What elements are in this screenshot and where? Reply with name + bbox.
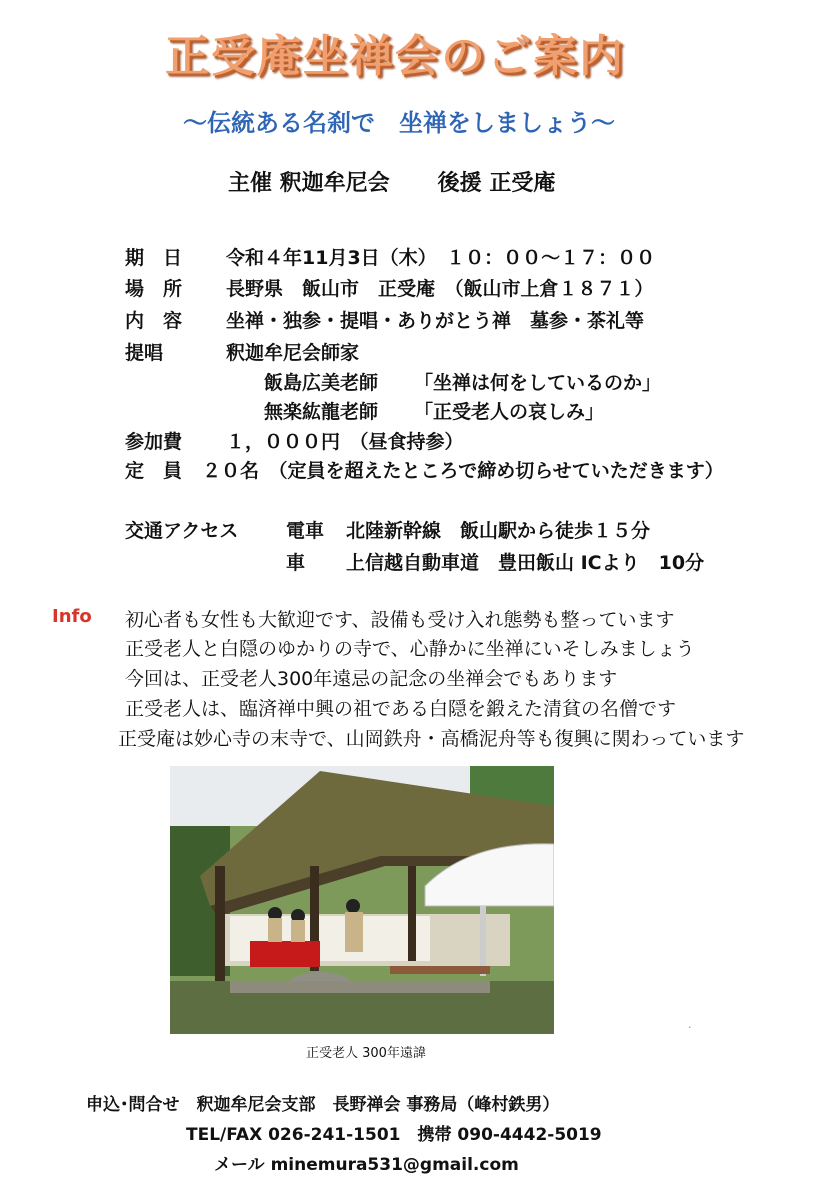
train-value: 北陸新幹線 飯山駅から徒歩１５分 [346, 520, 651, 542]
photo-mark: . [688, 1018, 692, 1031]
contact-line-2: TEL/FAX 026-241-1501 携帯 090-4442-5019 [186, 1125, 602, 1145]
organizer: 主催 釈迦牟尼会 [228, 171, 390, 196]
teacher-topic: 「坐禅は何をしているのか」 [414, 372, 662, 394]
info-tag: Info [52, 606, 92, 627]
content-value: 坐禅・独参・提唱・ありがとう禅 墓参・茶礼等 [226, 310, 645, 332]
teacher-topic: 「正受老人の哀しみ」 [414, 401, 605, 423]
temple-illustration [170, 766, 554, 1034]
organizer-line [228, 166, 555, 197]
info-line: 今回は、正受老人300年遠忌の記念の坐禅会でもあります [125, 668, 618, 690]
info-line: 正受庵は妙心寺の末寺で、山岡鉄舟・高橋泥舟等も復興に関わっています [118, 728, 745, 750]
fee-label: 参加費 [125, 431, 183, 453]
contact-line-1: 申込･問合せ 釈迦牟尼会支部 長野禅会 事務局（峰村鉄男） [86, 1095, 560, 1115]
teisho-value: 釈迦牟尼会師家 [226, 342, 360, 364]
contact-line-3: メール minemura531@gmail.com [214, 1155, 519, 1175]
temple-photo [170, 766, 554, 1034]
place-label: 場 所 [125, 278, 183, 300]
access-label: 交通アクセス [125, 520, 239, 542]
page-title: 正受庵坐禅会のご案内 [165, 31, 625, 82]
train-label: 電車 [286, 520, 325, 542]
capacity-label: 定 員 [125, 460, 183, 482]
capacity-value: ２０名 （定員を超えたところで締め切らせていただきます） [202, 460, 724, 482]
date-label: 期 日 [125, 247, 183, 269]
place-value: 長野県 飯山市 正受庵 （飯山市上倉１８７１） [226, 278, 654, 300]
fee-value: １，０００円 （昼食持参） [226, 431, 464, 453]
page-subtitle: ～伝統ある名刹で 坐禅をしましょう～ [183, 108, 615, 137]
teisho-label: 提唱 [125, 342, 164, 364]
date-value: 令和４年11月3日（木） １０：００～１７：００ [226, 247, 656, 269]
content-label: 内 容 [125, 310, 183, 332]
info-line: 初心者も女性も大歓迎です、設備も受け入れ態勢も整っています [125, 609, 675, 631]
info-line: 正受老人と白隠のゆかりの寺で、心静かに坐禅にいそしみましょう [125, 638, 695, 660]
teacher-name: 飯島広美老師 [264, 372, 379, 394]
supporter: 後援 正受庵 [437, 171, 556, 196]
photo-caption: 正受老人 300年遠諱 [306, 1046, 426, 1061]
car-label: 車 [286, 552, 306, 574]
info-line: 正受老人は、臨済禅中興の祖である白隠を鍛えた清貧の名僧です [125, 698, 677, 720]
car-value: 上信越自動車道 豊田飯山 ICより 10分 [346, 552, 705, 574]
teacher-name: 無楽紘龍老師 [264, 401, 379, 423]
